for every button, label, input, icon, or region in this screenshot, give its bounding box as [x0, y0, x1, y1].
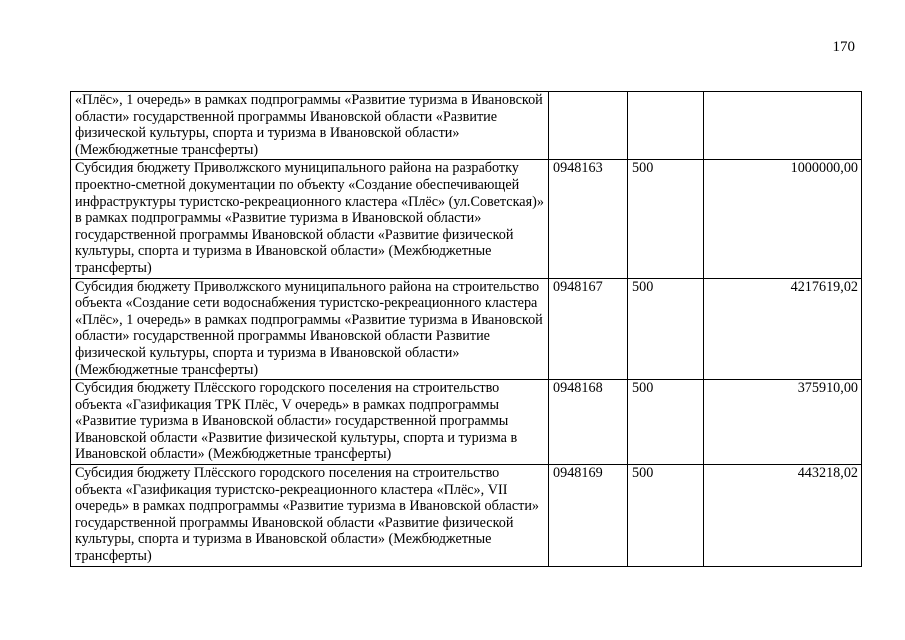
row-expense-type: 500 — [628, 465, 704, 567]
row-amount: 1000000,00 — [704, 160, 862, 278]
row-target-code: 0948169 — [549, 465, 628, 567]
table-row — [71, 160, 862, 278]
page-number: 170 — [832, 39, 855, 55]
row-amount: 4217619,02 — [704, 278, 862, 380]
row-target-code — [549, 92, 628, 160]
row-description: «Плёс», 1 очередь» в рамках подпрограммы «Развитие туризма в Ивановской области» государственной программы Ивановской области «Развитие физической культуры, спорта и туризма в Ивановской области» (Межбюджетные трансферты) — [71, 92, 549, 160]
budget-table — [70, 91, 862, 567]
row-amount — [704, 92, 862, 160]
budget-table-body — [71, 92, 862, 567]
table-row — [71, 380, 862, 465]
table-row — [71, 278, 862, 380]
row-description: Субсидия бюджету Приволжского муниципального района на разработку проектно-сметной документации по объекту «Создание обеспечивающей инфраструктуры туристско-рекреационного кластера «Плёс» (ул.Советская)» в рамках подпрограммы «Развитие туризма в Ивановской области» государственной программы Ивановской области «Развитие физической культуры, спорта и туризма в Ивановской области» (Межбюджетные трансферты) — [71, 160, 549, 278]
row-amount: 443218,02 — [704, 465, 862, 567]
row-amount: 375910,00 — [704, 380, 862, 465]
row-expense-type: 500 — [628, 278, 704, 380]
row-description: Субсидия бюджету Плёсского городского поселения на строительство объекта «Газификация туристско-рекреационного кластера «Плёс», VII очередь» в рамках подпрограммы «Развитие туризма в Ивановской области» государственной программы Ивановской области «Развитие физической культуры, спорта и туризма в Ивановской области» (Межбюджетные трансферты) — [71, 465, 549, 567]
row-description: Субсидия бюджету Приволжского муниципального района на строительство объекта «Создание сети водоснабжения туристско-рекреационного кластера «Плёс», 1 очередь» в рамках подпрограммы «Развитие туризма в Ивановской области» государственной программы Ивановской области Развитие физической культуры, спорта и туризма в Ивановской области» (Межбюджетные трансферты) — [71, 278, 549, 380]
row-description: Субсидия бюджету Плёсского городского поселения на строительство объекта «Газификация ТРК Плёс, V очередь» в рамках подпрограммы «Развитие туризма в Ивановской области» государственной программы Ивановской области «Развитие физической культуры, спорта и туризма в Ивановской области» (Межбюджетные трансферты) — [71, 380, 549, 465]
row-target-code: 0948167 — [549, 278, 628, 380]
row-expense-type: 500 — [628, 160, 704, 278]
row-expense-type — [628, 92, 704, 160]
table-row — [71, 92, 862, 160]
table-row — [71, 465, 862, 567]
row-target-code: 0948163 — [549, 160, 628, 278]
row-expense-type: 500 — [628, 380, 704, 465]
row-target-code: 0948168 — [549, 380, 628, 465]
